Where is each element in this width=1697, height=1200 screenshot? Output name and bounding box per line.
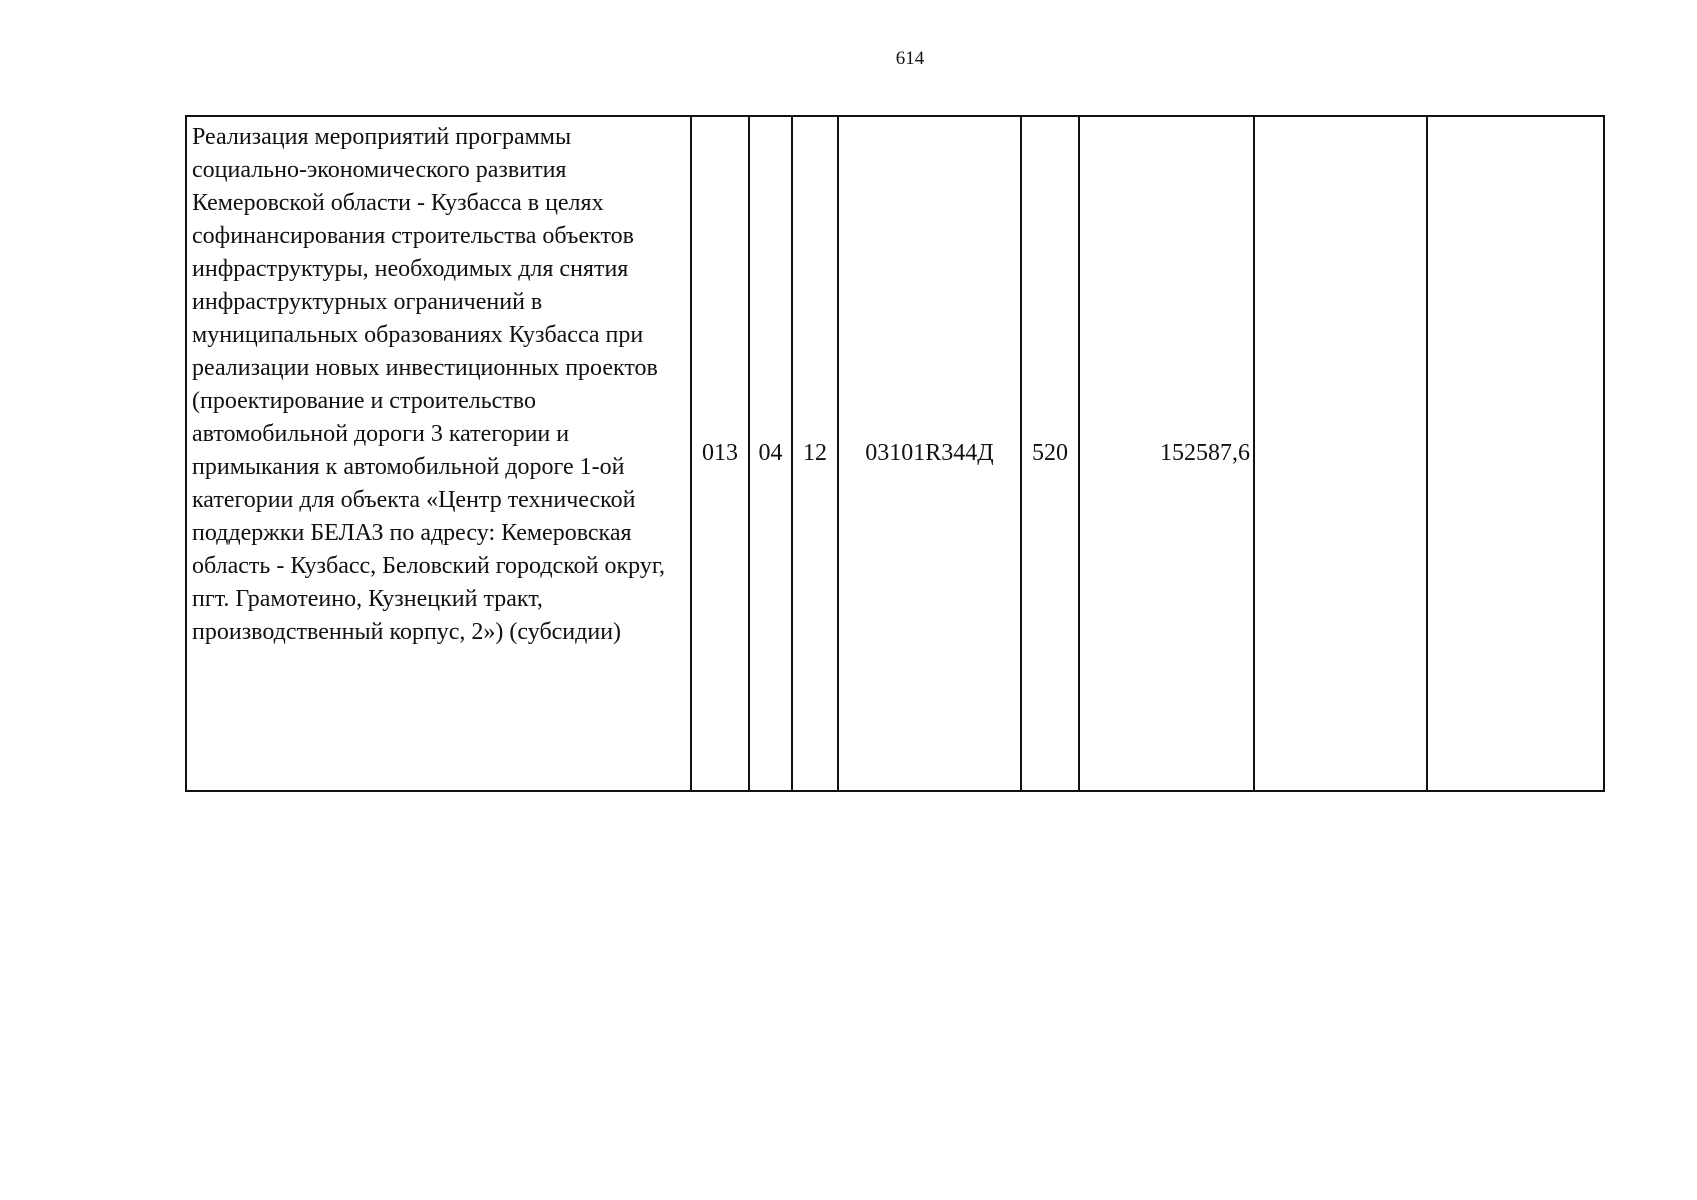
description-text: Реализация мероприятий программы социально-экономического развития Кемеровской области - Кузбасса в целях софинансирования строительства объектов инфраструктуры, необходимых для снятия инфраструктурных ограничений в муниципальных образованиях Кузбасса при реализации новых инвестиционных проектов (проектирование и строительство автомобильной дороги 3 категории и примыкания к автомобильной дороге 1-ой категории для объекта «Центр технической поддержки БЕЛАЗ по адресу: Кемеровская область - Кузбасс, Беловский городской округ, пгт. Грамотеино, Кузнецкий тракт, производственный корпус, 2») (субсидии) <box>192 124 665 645</box>
page-number: 614 <box>895 48 925 69</box>
amount-year-3-cell <box>1427 116 1604 791</box>
section-code-cell: 04 <box>749 116 792 791</box>
amount-year-2-cell <box>1254 116 1427 791</box>
description-cell <box>186 116 691 791</box>
target-article-cell: 03101R344Д <box>838 116 1021 791</box>
amount-year-1-cell: 152587,6 <box>1079 116 1254 791</box>
budget-table <box>185 115 1605 792</box>
ministry-code-cell: 013 <box>691 116 749 791</box>
table-row <box>186 116 1604 791</box>
subsection-code-cell: 12 <box>792 116 838 791</box>
expense-type-cell: 520 <box>1021 116 1079 791</box>
